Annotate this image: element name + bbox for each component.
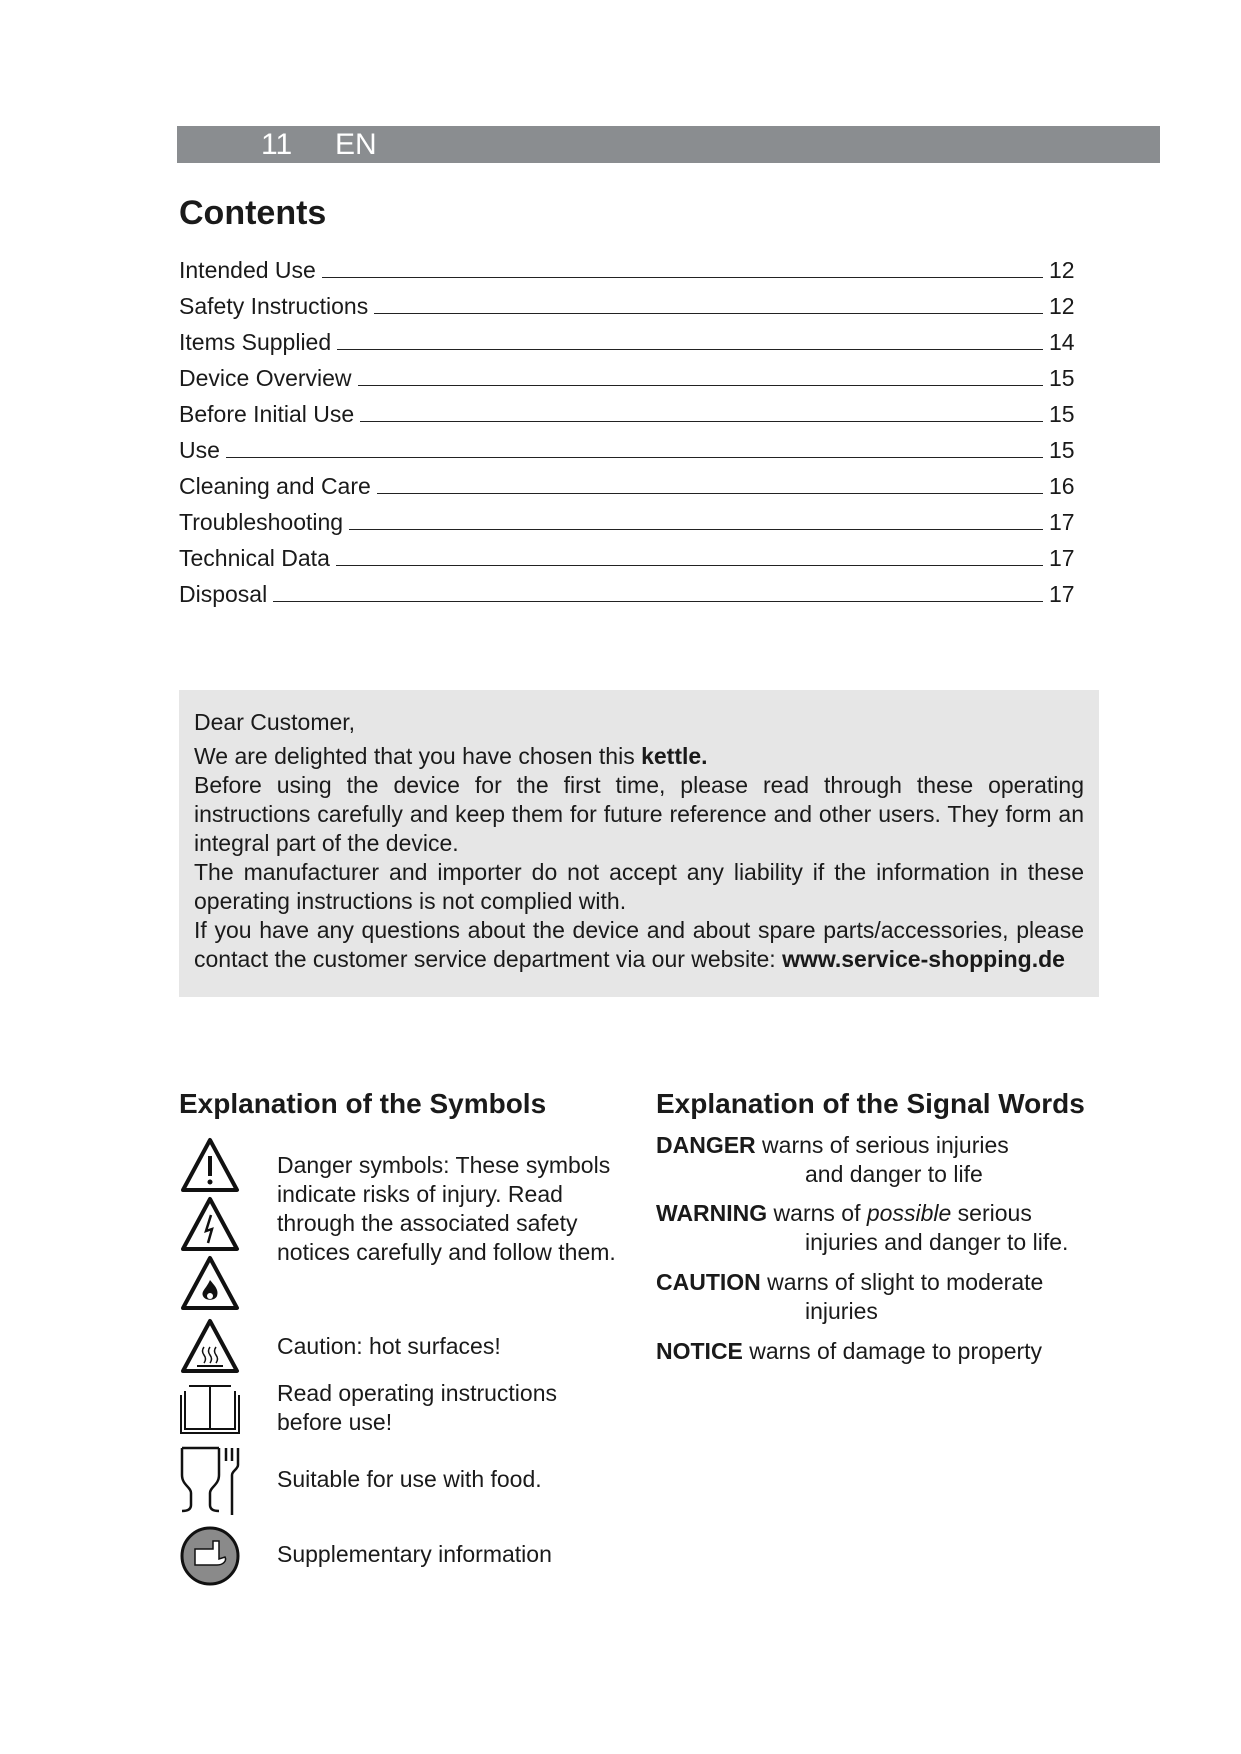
signal-word: CAUTION [656,1269,761,1295]
product-name: kettle. [641,743,708,769]
language-code: EN [335,128,377,161]
toc-leader-line [336,565,1043,566]
signal-warning [656,1199,1068,1257]
toc-label: Troubleshooting [179,509,344,535]
toc-label: Disposal [179,581,268,607]
toc-page-number: 14 [1049,329,1075,355]
toc-entry[interactable] [179,536,1079,572]
intro-line [194,742,1084,771]
toc-leader-line [358,385,1043,386]
toc-label: Safety Instructions [179,293,369,319]
food-safe-text: Suitable for use with food. [277,1466,542,1492]
toc-page-number: 15 [1049,365,1075,391]
toc-page-number: 17 [1049,545,1075,571]
page-header-bar [177,126,1160,163]
toc-entry[interactable] [179,356,1079,392]
signal-text: warns of damage to property [742,1338,1043,1364]
signal-text: warns of serious injuries [755,1132,1009,1158]
toc-leader-line [349,529,1043,530]
intro-para-3-text: If you have any questions about the device and about spare parts/accessories, please contact the customer service department via our website: [194,917,1084,972]
toc-leader-line [374,313,1043,314]
contents-title: Contents [179,194,327,232]
toc-page-number: 17 [1049,509,1075,535]
signal-caution [656,1268,1043,1326]
electric-shock-icon [179,1195,241,1253]
toc-entry[interactable] [179,320,1079,356]
toc-label: Items Supplied [179,329,332,355]
danger-symbols-text: Danger symbols: These symbols indicate risks of injury. Read through the associated safety notices carefully and follow them. [277,1152,616,1265]
table-of-contents [179,248,1079,608]
signal-emphasis: possible [866,1200,952,1226]
toc-page-number: 15 [1049,401,1075,427]
toc-label: Use [179,437,220,463]
toc-label: Before Initial Use [179,401,355,427]
signal-caution-line1 [656,1268,1043,1297]
toc-leader-line [337,349,1043,350]
supplementary-info-text: Supplementary information [277,1541,552,1567]
read-instructions-text: Read operating instructions before use! [277,1380,557,1435]
greeting: Dear Customer, [194,709,356,735]
intro-box [179,690,1099,997]
toc-page-number: 17 [1049,581,1075,607]
signal-word: DANGER [656,1132,756,1158]
toc-entry[interactable] [179,248,1079,284]
toc-entry[interactable] [179,500,1079,536]
hot-surface-icon [179,1317,241,1375]
signal-warning-line1 [656,1199,1068,1228]
toc-entry[interactable] [179,464,1079,500]
signal-danger-line1 [656,1131,1009,1160]
signal-text: serious [951,1200,1032,1226]
toc-page-number: 15 [1049,437,1075,463]
signal-notice-line1 [656,1337,1042,1366]
signal-notice [656,1337,1042,1366]
toc-page-number: 12 [1049,293,1075,319]
toc-leader-line [322,277,1043,278]
toc-leader-line [377,493,1043,494]
signal-text-cont: and danger to life [805,1161,983,1187]
food-safe-icon [179,1445,241,1517]
toc-entry[interactable] [179,284,1079,320]
signal-text-cont: injuries and danger to life. [805,1229,1069,1255]
symbols-title: Explanation of the Symbols [179,1088,547,1119]
intro-para-1: Before using the device for the first time, please read through these operating instructions carefully and keep them for future reference and other users. They form an integral part of the device. [194,772,1084,856]
website-link[interactable]: www.service-shopping.de [782,946,1065,972]
signal-text-cont: injuries [805,1298,878,1324]
intro-para-2: The manufacturer and importer do not accept any liability if the information in these operating instructions is not complied with. [194,859,1084,914]
supplementary-info-icon [179,1525,241,1587]
signal-word: WARNING [656,1200,768,1226]
read-manual-icon [179,1383,241,1435]
signal-word: NOTICE [656,1338,743,1364]
toc-page-number: 12 [1049,257,1075,283]
signal-danger [656,1131,1009,1189]
toc-label: Device Overview [179,365,352,391]
signal-text: warns of slight to moderate [760,1269,1044,1295]
toc-entry[interactable] [179,428,1079,464]
toc-leader-line [273,601,1043,602]
signal-words-title: Explanation of the Signal Words [656,1088,1085,1119]
fire-hazard-icon [179,1254,241,1312]
warning-triangle-icon [179,1136,241,1194]
hot-surfaces-text: Caution: hot surfaces! [277,1333,501,1359]
toc-page-number: 16 [1049,473,1075,499]
page-number: 11 [261,128,293,161]
toc-entry[interactable] [179,392,1079,428]
toc-entry[interactable] [179,572,1079,608]
toc-leader-line [360,421,1043,422]
toc-leader-line [226,457,1043,458]
toc-label: Intended Use [179,257,316,283]
toc-label: Technical Data [179,545,330,571]
intro-para-3 [194,916,1084,974]
toc-label: Cleaning and Care [179,473,371,499]
intro-line-text: We are delighted that you have chosen this [194,743,642,769]
signal-text: warns of [767,1200,867,1226]
